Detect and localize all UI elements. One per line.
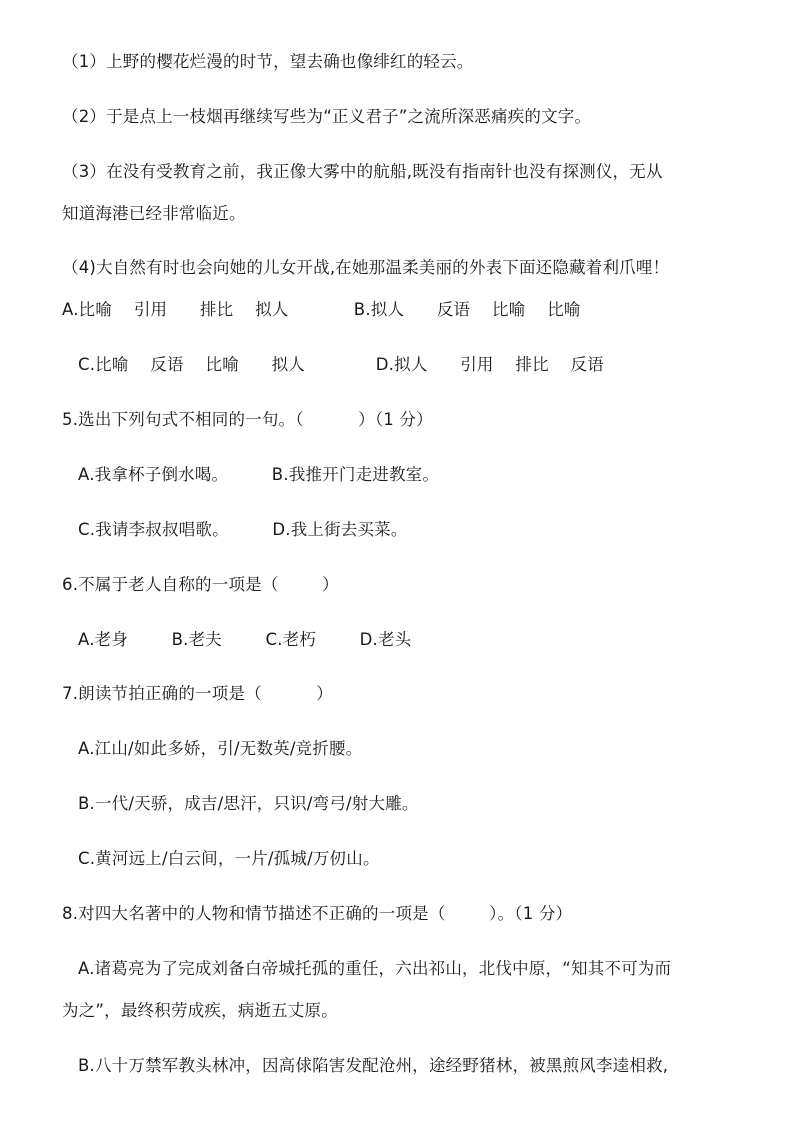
question-7: 7.朗读节拍正确的一项是（ ）	[62, 684, 333, 703]
question-6: 6.不属于老人自称的一项是（ ）	[62, 575, 339, 594]
option-q8-a-line-2: 为之”，最终积劳成疾，病逝五丈原。	[62, 1001, 338, 1020]
option-q7-c: C.黄河远上/白云间，一片/孤城/万仞山。	[78, 849, 380, 868]
option-q8-b-line-1: B.八十万禁军教头林冲，因高俅陷害发配沧州，途经野猪林，被黑煎风李逵相救,	[78, 1056, 669, 1075]
sentence-2: （2）于是点上一枝烟再继续写些为“正义君子”之流所深恶痛疾的文字。	[62, 107, 592, 126]
question-8: 8.对四大名著中的人物和情节描述不正确的一项是（ ）。（1 分）	[62, 904, 573, 923]
option-q7-b: B.一代/天骄，成吉/思汗，只识/弯弓/射大雕。	[78, 794, 419, 813]
options-q5-ab: A.我拿杯子倒水喝。 B.我推开门走进教室。	[78, 465, 440, 484]
options-q6: A.老身 B.老夫 C.老朽 D.老头	[78, 630, 412, 649]
options-q5-cd: C.我请李叔叔唱歌。 D.我上街去买菜。	[78, 520, 408, 539]
option-q7-a: A.江山/如此多娇，引/无数英/竞折腰。	[78, 739, 363, 758]
sentence-1: （1）上野的樱花烂漫的时节，望去确也像绯红的轻云。	[62, 52, 474, 71]
sentence-3-line-1: （3）在没有受教育之前，我正像大雾中的航船,既没有指南针也没有探测仪，无从	[62, 162, 663, 181]
sentence-3-line-2: 知道海港已经非常临近。	[62, 204, 246, 223]
option-q8-a-line-1: A.诸葛亮为了完成刘备白帝城托孤的重任，六出祁山，北伐中原，“知其不可为而	[78, 959, 672, 978]
sentence-4: （4)大自然有时也会向她的儿女开战,在她那温柔美丽的外表下面还隐藏着利爪哩！	[62, 258, 670, 277]
options-q4-ab: A.比喻 引用 排比 拟人 B.拟人 反语 比喻 比喻	[62, 300, 581, 319]
question-5: 5.选出下列句式不相同的一句。（ ）（1 分）	[62, 410, 433, 429]
options-q4-cd: C.比喻 反语 比喻 拟人 D.拟人 引用 排比 反语	[78, 355, 604, 374]
